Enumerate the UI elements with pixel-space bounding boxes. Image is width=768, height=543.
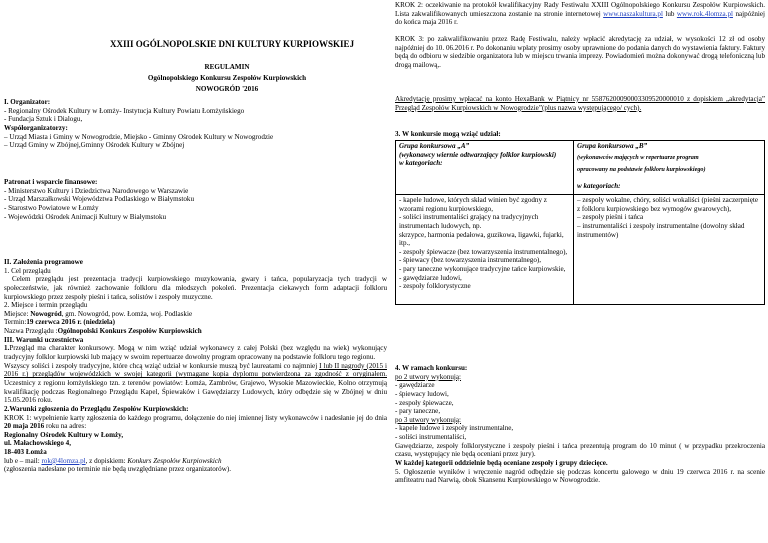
list-item: skrzypce, harmonia pedałowa, guzikowa, ligawki, fujarki, itp., — [399, 230, 564, 248]
conditions-heading: III. Warunki uczestnictwa — [4, 335, 84, 344]
address-line: 18-403 Łomża — [4, 448, 47, 457]
date-line: Termin:19 czerwca 2016 r. (niedziela) — [4, 318, 115, 327]
section-4 — [395, 364, 765, 485]
list-item: - kapele ludowe, których skład winien być zgodny z wzorami regionu kurpiowskiego, — [399, 196, 547, 213]
late-note: (zgłoszenia nadesłane po terminie nie będą uwzględniane przez organizatorów). — [4, 465, 231, 474]
name-line: Nazwa Przeglądu :Ogólnopolski Konkurs Zespołów Kurpiowskich — [4, 327, 202, 336]
address-line: ul. Małachowskiego 4, — [4, 439, 71, 448]
list-item: – instrumentaliści i zespoły instrumentalne (dowolny skład instrumentów) — [577, 222, 761, 239]
coorganizers-heading: Współorganizatorzy: — [4, 123, 68, 132]
assumptions-heading: II. Założenia programowe — [4, 258, 83, 266]
group-a-list — [396, 195, 574, 305]
assumptions-section — [4, 258, 387, 474]
participants-heading: 3. W konkursie mogą wziąć udział: — [395, 130, 501, 138]
list-item: - zespoły folklorystyczne — [399, 282, 471, 291]
place-line: Miejsce: Nowogród, gm. Nowogród, pow. Łomża, woj. Podlaskie — [4, 309, 193, 318]
account-info: Akredytację prosimy wpłacać na konto HexaBank w Piątnicy nr 55876200090003309520000010 z dopiskiem „akredytacja” Przegląd Zespołów Kurpiowskich w Nowogrodzie”(plus nazwa występującego/ cych). — [395, 95, 765, 112]
patronage-line: - Urząd Marszałkowski Województwa Podlaskiego w Białymstoku — [4, 195, 195, 204]
patronage-line: - Ministerstwo Kultury i Dziedzictwa Narodowego w Warszawie — [4, 186, 189, 195]
s5-results: 5. Ogłoszenie wyników i wręczenie nagród odbędzie się podczas koncertu galowego w dniu 19 czerwca 2016 r. na scenie amfiteatru nad Narwią, obok Skansenu Kurpiowskiego w Nowogrodzie. — [395, 467, 765, 485]
groups-table-wrap — [395, 140, 765, 305]
place-heading: 2. Miejsce i termin przeglądu — [4, 301, 88, 310]
s4-two-pieces: po 2 utwory wykonują: — [395, 372, 462, 381]
s4-three-pieces: po 3 utwory wykonują: — [395, 415, 462, 424]
regulamin-heading: REGULAMIN — [204, 63, 250, 71]
organizer-line: - Fundacja Sztuk i Dialogu, — [4, 115, 83, 124]
groups-table — [395, 140, 765, 305]
organizer-heading: I. Organizator: — [4, 98, 51, 106]
group-a-header: Grupa konkursowa „A” (wykonawcy wiernie odtwarzający folklor kurpiowski) w kategoriach: — [396, 141, 574, 195]
patronage-line: - Starostwo Powiatowe w Łomży — [4, 203, 99, 212]
s4-children-note: W każdej kategorii oddzielnie będą oceniane zespoły i grupy dziecięce. — [395, 459, 608, 468]
list-item: - pary taneczne, — [395, 407, 441, 416]
application-heading: 2.Warunki zgłoszenia do Przeglądu Zespołów Kurpiowskich: — [4, 404, 189, 413]
list-item: - śpiewacy (bez towarzyszenia instrumentalnego), — [399, 256, 542, 265]
email-link[interactable]: rok@4lomza.pl — [41, 456, 86, 465]
patronage-line: - Wojewódzki Ośrodek Animacji Kultury w Białymstoku — [4, 212, 167, 221]
link-naszakultura[interactable]: www.naszakultura.pl — [603, 9, 663, 18]
goal-paragraph: Celem przeglądu jest prezentacja tradycji kurpiowskiego muzykowania, gwary i tańca, popularyzacja tych tradycji w społeczeństwie, jak również zachowanie folkloru dla młodszych pokoleń. Prezentacja ciekawych form adaptacji folkloru kurpiowskiego przez zespoły pieśni i tańca, solistów i zespoły muzyczne. — [4, 275, 387, 301]
list-item: - zespoły śpiewacze (bez towarzyszenia instrumentalnego), — [399, 247, 568, 256]
list-item: - pary taneczne wykonujące tradycyjne tańce kurpiowskie, — [399, 265, 566, 274]
list-item: - kapele ludowe i zespoły instrumentalne, — [395, 424, 514, 433]
list-item: – zespoły wokalne, chóry, soliści wokaliści (pieśni zaczerpnięte z folkloru kurpiowskiego bez wymogów gwarowych), — [577, 196, 761, 213]
s4-heading: 4. W ramach konkursu: — [395, 364, 468, 372]
list-item: - zespoły śpiewacze, — [395, 398, 454, 407]
step1-text: KROK 1: wypełnienie karty zgłoszenia do każdego programu, dołączenie do niej imiennej listy wykonawców i nadesłanie jej do dnia 20 maja 2016 roku na adres: — [4, 413, 387, 431]
conditions-p2: Wszyscy soliści i zespoły tradycyjne, które chcą wziąć udział w konkursie muszą być laureatami co najmniej I lub II nagrody (2015 i 2016 r.) przeglądów wojewódzkich w swojej kategorii (wymagane kopia dyplomu potwierdzona za zgodność z oryginałem. Uczestnicy z regionu łomżyńskiego tzn. z terenów powiatów: Łomża, Zambrów, Grajewo, Wysokie Mazowieckie, Kolno otrzymują kwalifikację podczas Regionalnego Przeglądu Kapel, Śpiewaków i Gawędziarzy Ludowych, który odbędzie się w Zbójnej w dniu 15.05.2016 roku. — [4, 361, 387, 405]
list-item: – zespoły pieśni i tańca — [577, 213, 761, 222]
patronage-section — [4, 178, 387, 221]
organizer-section — [4, 98, 387, 150]
s4-time-note: Gawędziarze, zespoły folklorystyczne i zespoły pieśni i tańca prezentują program do 10 minut ( w przypadku przekroczenia czasu, występujący nie będą oceniani przez jury). — [395, 441, 765, 459]
group-b-list — [574, 195, 765, 305]
organizer-line: - Regionalny Ośrodek Kultury w Łomży- Instytucja Kultury Powiatu Łomżyńskiego — [4, 106, 245, 115]
list-item: - gawędziarze ludowi, — [399, 273, 462, 282]
list-item: - śpiewacy ludowi, — [395, 389, 449, 398]
coorganizer-line: – Urząd Miasta i Gminy w Nowogrodzie, Miejsko - Gminny Ośrodek Kultury w Nowogrodzie — [4, 133, 387, 142]
regulamin-place-year: NOWOGRÓD '2016 — [195, 85, 259, 93]
conditions-p1: 1.Przegląd ma charakter konkursowy. Mogą w nim wziąć udział wykonawcy z całej Polski (bez względu na wiek) wykonujący tradycyjny folklor kurpiowski lub mający w swoim repertuarze dowolny program opracowany na podstawie folkloru tego regionu. — [4, 344, 387, 362]
address-line: Regionalny Ośrodek Kultury w Łomży, — [4, 430, 124, 439]
group-b-header: Grupa konkursowa „B” (wykonawców mających w repertuarze program opracowany na podstawie folkloru kurpiowskiego) w kategoriach: — [574, 141, 765, 195]
coorganizer-line: – Urząd Gminy w Zbójnej,Gminny Ośrodek Kultury w Zbójnej — [4, 141, 387, 150]
patronage-heading: Patronat i wsparcie finansowe: — [4, 178, 98, 186]
goal-heading: 1. Cel przeglądu — [4, 266, 51, 275]
step3-text: KROK 3: po zakwalifikowaniu przez Radę Festiwalu, należy wpłacić akredytację za udział, w wysokości 12 zł od osoby najpóźniej do 10. 06.2016 r. Po dokonaniu wpłaty prosimy osoby uprawnione do podania danych do wystawienia faktury. Faktury będą do odbioru w siedzibie organizatora lub w miejscu trwania imprezy. Powiadomień można dokonywać drogą telefoniczną lub drogą mailową,. — [395, 35, 765, 69]
link-rok[interactable]: www.rok.4lomza.pl — [676, 9, 733, 18]
list-item: - soliści instrumentaliści, — [395, 433, 467, 442]
list-item: - soliści instrumentaliści grający na tradycyjnych instrumentach ludowych, np. — [399, 213, 539, 230]
email-line: lub e – mail: rok@4lomza.pl, z dopiskiem: Konkurs Zespołów Kurpiowskich — [4, 456, 222, 465]
list-item: - gawędziarze — [395, 381, 435, 390]
step2-text: KROK 2: oczekiwanie na protokół kwalifikacyjny Rady Festiwalu XXIII Ogólnopolskiego Konkursu Zespołów Kurpiowskich. Lista zakwalifikowanych umieszczona zostanie na stronie internetowej www.naszakultura.pl lub www.rok.4lomza.pl najpóźniej do końca maja 2016 r. — [395, 1, 765, 27]
page-title: XXIII OGÓLNOPOLSKIE DNI KULTURY KURPIOWSKIEJ — [110, 39, 355, 49]
regulamin-subtitle: Ogólnopolskiego Konkursu Zespołów Kurpiowskich — [147, 74, 307, 82]
